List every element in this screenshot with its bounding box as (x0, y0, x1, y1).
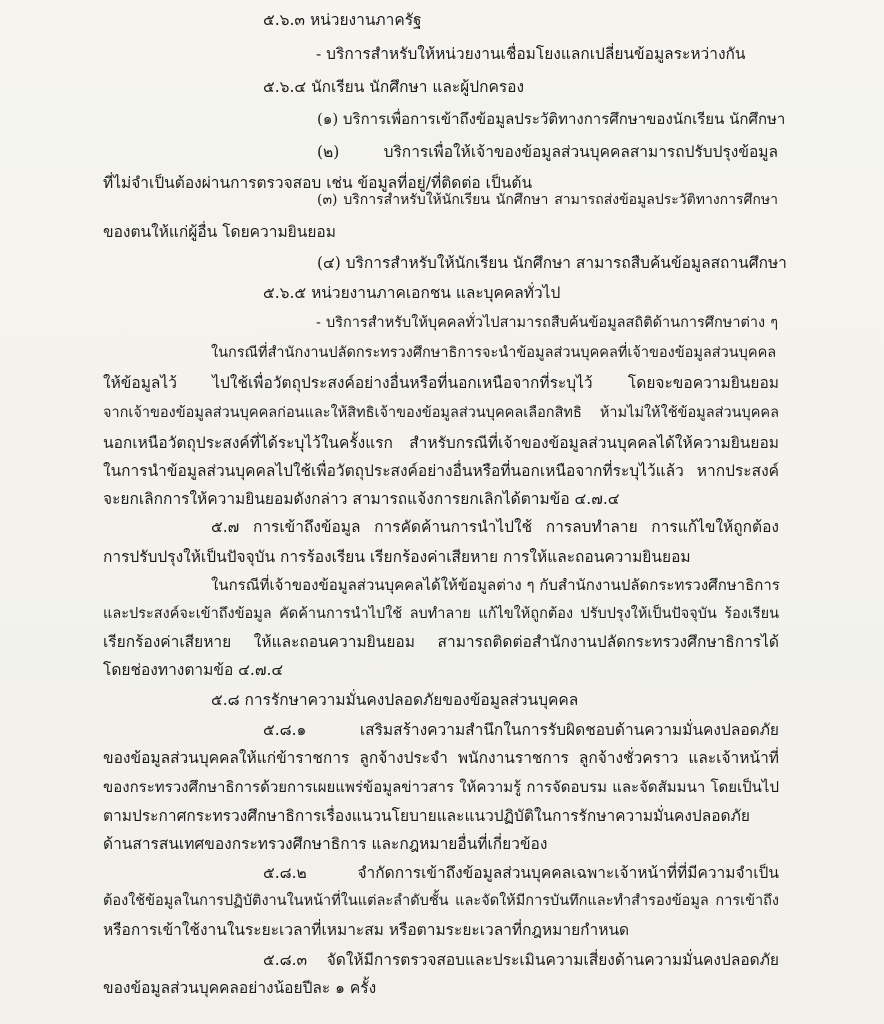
paragraph-line: จากเจ้าของข้อมูลส่วนบุคคลก่อนและให้สิทธิเจ้าของข้อมูลส่วนบุคคลเลือกสิทธิ ห้ามไม่ให้ใช้ข้อมูลส่วนบุคคล (103, 405, 779, 421)
paragraph-line: เรียกร้องค่าเสียหาย ให้และถอนความยินยอม สามารถติดต่อสำนักงานปลัดกระทรวงศึกษาธิการได้ (103, 633, 779, 651)
text-line: - บริการสำหรับให้บุคคลทั่วไปสามารถสืบค้นข้อมูลสถิติด้านการศึกษาต่าง ๆ (316, 315, 778, 331)
text-line: ของตนให้แก่ผู้อื่น โดยความยินยอม (103, 223, 336, 241)
paragraph-line: ด้านสารสนเทศของกระทรวงศึกษาธิการ และกฎหมายอื่นที่เกี่ยวข้อง (103, 835, 548, 853)
paragraph-line: ของกระทรวงศึกษาธิการด้วยการเผยแพร่ข้อมูลข่าวสาร ให้ความรู้ การจัดอบรม และจัดสัมมนา โดยเป็นไป (103, 778, 779, 796)
heading-5-8-1: ๕.๘.๑ เสริมสร้างความสำนึกในการรับผิดชอบด้านความมั่นคงปลอดภัย (263, 721, 779, 739)
paragraph-line: นอกเหนือวัตถุประสงค์ที่ได้ระบุไว้ในครั้งแรก สำหรับกรณีที่เจ้าของข้อมูลส่วนบุคคลได้ให้ความยินยอม (103, 434, 779, 452)
paragraph-line: และประสงค์จะเข้าถึงข้อมูล คัดค้านการนำไปใช้ ลบทำลาย แก้ไขให้ถูกต้อง ปรับปรุงให้เป็นปัจจุบัน ร้องเรียน (103, 606, 779, 622)
heading-5-6-4: ๕.๖.๔ นักเรียน นักศึกษา และผู้ปกครอง (263, 78, 525, 96)
heading-5-7: ๕.๗ การเข้าถึงข้อมูล การคัดค้านการนำไปใช้ การลบทำลาย การแก้ไขให้ถูกต้อง (211, 518, 779, 536)
paragraph-line: ของข้อมูลส่วนบุคคลให้แก่ข้าราชการ ลูกจ้างประจำ พนักงานราชการ ลูกจ้างชั่วคราว และเจ้าหน้าที่ (103, 749, 779, 767)
list-item: (๓) บริการสำหรับให้นักเรียน นักศึกษา สามารถส่งข้อมูลประวัติทางการศึกษา (317, 192, 778, 208)
paragraph-line: หรือการเข้าใช้งานในระยะเวลาที่เหมาะสม หรือตามระยะเวลาที่กฎหมายกำหนด (103, 921, 630, 939)
heading-5-7-cont: การปรับปรุงให้เป็นปัจจุบัน การร้องเรียน เรียกร้องค่าเสียหาย การให้และถอนความยินยอม (103, 548, 691, 566)
list-item: (๒) บริการเพื่อให้เจ้าของข้อมูลส่วนบุคคลสามารถปรับปรุงข้อมูล (317, 143, 778, 161)
list-item: (๔) บริการสำหรับให้นักเรียน นักศึกษา สามารถสืบค้นข้อมูลสถานศึกษา (317, 254, 787, 272)
text-line: - บริการสำหรับให้หน่วยงานเชื่อมโยงแลกเปลี่ยนข้อมูลระหว่างกัน (316, 45, 746, 63)
paragraph-line: ต้องใช้ข้อมูลในการปฏิบัติงานในหน้าที่ในแต่ละลำดับชั้น และจัดให้มีการบันทึกและทำสำรองข้อมูล การเข้าถึง (103, 893, 779, 909)
heading-5-6-3: ๕.๖.๓ หน่วยงานภาครัฐ (263, 11, 422, 29)
paragraph-line: ของข้อมูลส่วนบุคคลอย่างน้อยปีละ ๑ ครั้ง (103, 979, 377, 997)
heading-5-8: ๕.๘ การรักษาความมั่นคงปลอดภัยของข้อมูลส่วนบุคคล (211, 691, 579, 709)
heading-5-6-5: ๕.๖.๕ หน่วยงานภาคเอกชน และบุคคลทั่วไป (263, 284, 561, 302)
paragraph-line: ในกรณีที่เจ้าของข้อมูลส่วนบุคคลได้ให้ข้อมูลต่าง ๆ กับสำนักงานปลัดกระทรวงศึกษาธิการ (211, 576, 780, 594)
paragraph-line: ในกรณีที่สำนักงานปลัดกระทรวงศึกษาธิการจะนำข้อมูลส่วนบุคคลที่เจ้าของข้อมูลส่วนบุคคล (211, 345, 777, 361)
paragraph-line: โดยช่องทางตามข้อ ๔.๗.๔ (103, 661, 284, 679)
paragraph-line: ให้ข้อมูลไว้ ไปใช้เพื่อวัตถุประสงค์อย่างอื่นหรือที่นอกเหนือจากที่ระบุไว้ โดยจะขอความยินยอม (103, 374, 779, 392)
heading-5-8-3: ๕.๘.๓ จัดให้มีการตรวจสอบและประเมินความเสี่ยงด้านความมั่นคงปลอดภัย (263, 951, 779, 969)
paragraph-line: ตามประกาศกระทรวงศึกษาธิการเรื่องแนวนโยบายและแนวปฏิบัติในการรักษาความมั่นคงปลอดภัย (103, 807, 750, 825)
heading-5-8-2: ๕.๘.๒ จำกัดการเข้าถึงข้อมูลส่วนบุคคลเฉพาะเจ้าหน้าที่ที่มีความจำเป็น (263, 864, 779, 882)
list-item: (๑) บริการเพื่อการเข้าถึงข้อมูลประวัติทางการศึกษาของนักเรียน นักศึกษา (317, 110, 786, 128)
text-line: ที่ไม่จำเป็นต้องผ่านการตรวจสอบ เช่น ข้อมูลที่อยู่/ที่ติดต่อ เป็นต้น (103, 174, 533, 192)
paragraph-line: ในการนำข้อมูลส่วนบุคคลไปใช้เพื่อวัตถุประสงค์อย่างอื่นหรือที่นอกเหนือจากที่ระบุไว้แล้ว หากประสงค์ (103, 462, 779, 480)
paragraph-line: จะยกเลิกการให้ความยินยอมดังกล่าว สามารถแจ้งการยกเลิกได้ตามข้อ ๔.๗.๔ (103, 490, 620, 508)
